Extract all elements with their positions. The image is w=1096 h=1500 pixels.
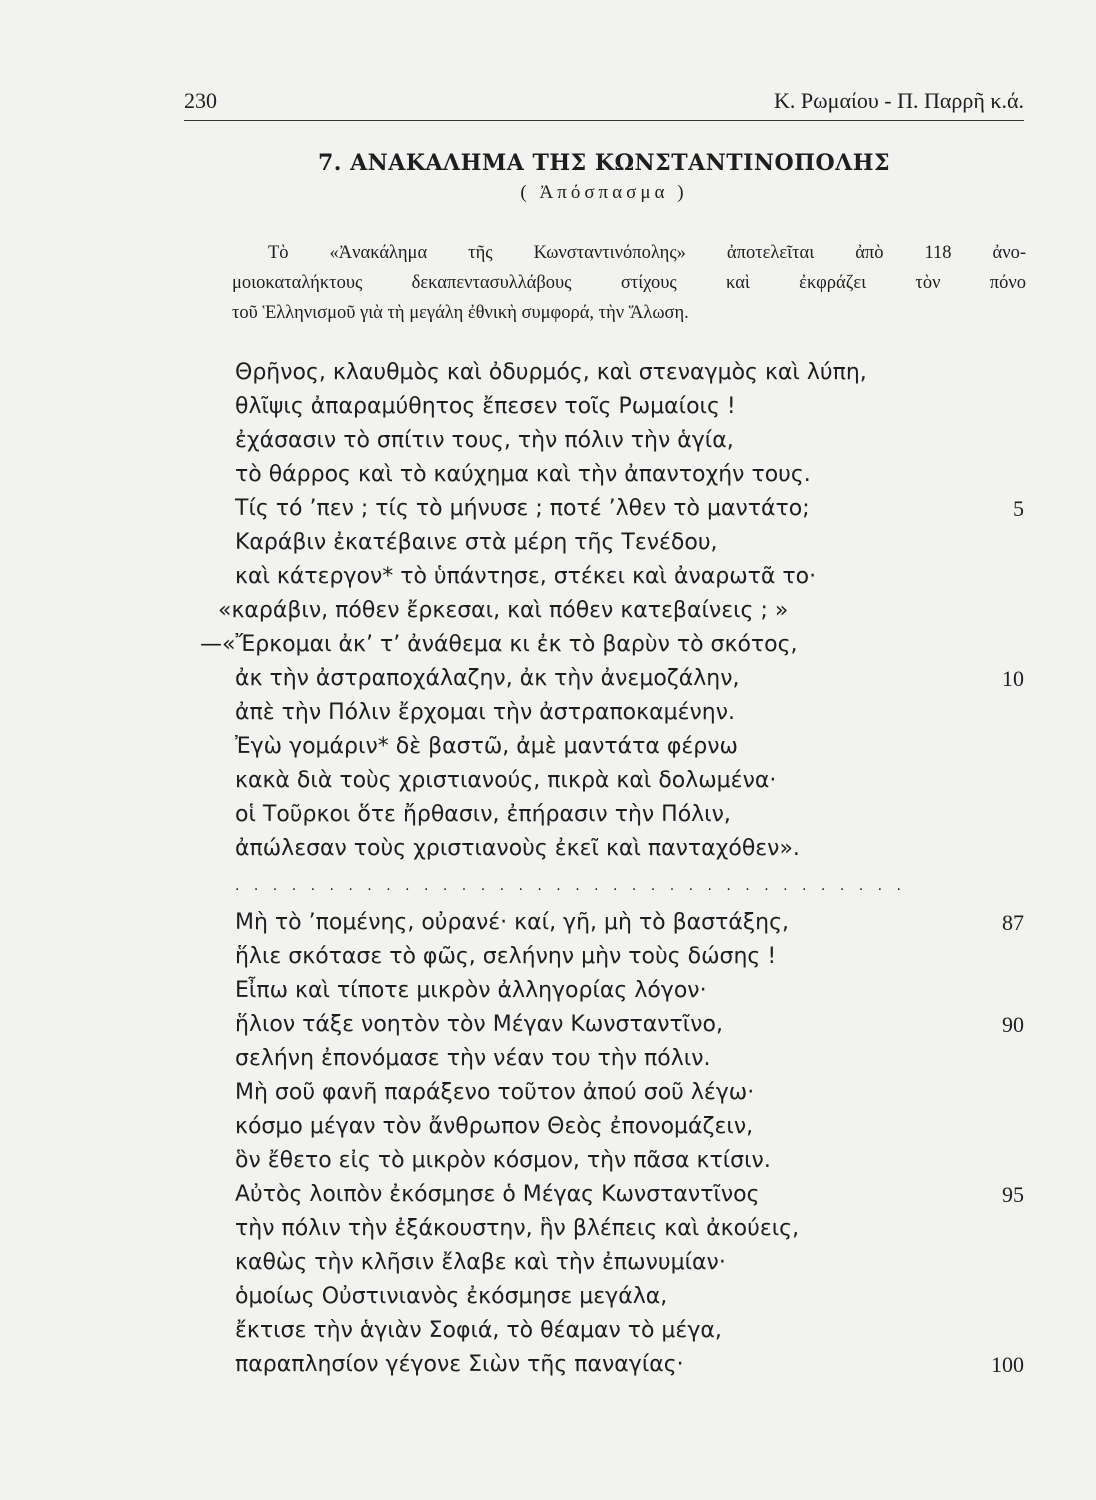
- poem-line: ἔκτισε τὴν ἁγιὰν Σοφιά, τὸ θέαμαν τὸ μέγα,: [235, 1318, 722, 1343]
- poem-line: Ἐγὼ γομάριν* δὲ βαστῶ, ἀμὲ μαντάτα φέρνω: [235, 734, 738, 759]
- running-header-authors: Κ. Ρωμαίου - Π. Παρρῆ κ.ά.: [774, 88, 1024, 113]
- poem-line: Εἶπω καὶ τίποτε μικρὸν ἀλληγορίας λόγον·: [235, 978, 707, 1003]
- poem-line: ἐχάσασιν τὸ σπίτιν τους, τὴν πόλιν τὴν ἁγία,: [235, 428, 734, 453]
- intro-paragraph: [232, 238, 1026, 328]
- poem-line: Αὐτὸς λοιπὸν ἐκόσμησε ὁ Μέγας Κωνσταντῖνος: [235, 1182, 760, 1207]
- poem-line: καὶ κάτεργον* τὸ ὑπάντησε, στέκει καὶ ἀναρωτᾶ το·: [235, 564, 817, 589]
- poem-line: ὁμοίως Οὐστινιανὸς ἐκόσμησε μεγάλα,: [235, 1284, 668, 1309]
- poem-line: παραπλησίον γέγονε Σιὼν τῆς παναγίας·: [235, 1352, 684, 1377]
- poem-line: καθὼς τὴν κλῆσιν ἔλαβε καὶ τὴν ἐπωνυμίαν·: [235, 1250, 726, 1275]
- poem-line: τὴν πόλιν τὴν ἐξάκουστην, ἣν βλέπεις καὶ ἀκούεις,: [235, 1216, 800, 1241]
- poem-line: οἱ Τοῦρκοι ὅτε ἤρθασιν, ἐπήρασιν τὴν Πόλιν,: [235, 802, 731, 827]
- poem-line: Καράβιν ἐκατέβαινε στὰ μέρη τῆς Τενέδου,: [235, 530, 718, 555]
- line-number: 87: [1002, 910, 1024, 935]
- poem-line: ἀκ τὴν ἀστραποχάλαζην, ἀκ τὴν ἀνεμοζάλην,: [235, 666, 740, 691]
- poem-line: ἀπὲ τὴν Πόλιν ἔρχομαι τὴν ἀστραποκαμένην.: [235, 700, 736, 725]
- poem-line: Μὴ τὸ ’πομένης, οὐρανέ· καί, γῆ, μὴ τὸ βαστάξης,: [235, 910, 789, 935]
- poem-line: κόσμο μέγαν τὸν ἄνθρωπον Θεὸς ἐπονομάζειν,: [235, 1114, 754, 1139]
- poem-line: «καράβιν, πόθεν ἔρκεσαι, καὶ πόθεν κατεβαίνεις ; »: [218, 598, 789, 623]
- poem-line: θλῖψις ἀπαραμύθητος ἔπεσεν τοῖς Ρωμαίοις !: [235, 394, 736, 419]
- poem-line: ὃν ἔθετο εἰς τὸ μικρὸν κόσμον, τὴν πᾶσα κτίσιν.: [235, 1148, 771, 1173]
- poem-line: ἥλιε σκότασε τὸ φῶς, σελήνην μὴν τοὺς δώσης !: [235, 944, 777, 969]
- omission-ellipsis: . . . . . . . . . . . . . . . . . . . . . . . . . . . . . . . . . . . .: [235, 878, 906, 894]
- line-number: 95: [1002, 1182, 1024, 1207]
- poem-line: σελήνη ἐπονόμασε τὴν νέαν του τὴν πόλιν.: [235, 1046, 711, 1071]
- poem-line: ἥλιον τάξε νοητὸν τὸν Μέγαν Κωνσταντῖνο,: [235, 1012, 723, 1037]
- intro-line: Τὸ «Ἀνακάλημα τῆς Κωνσταντινόπολης» ἀποτελεῖται ἀπὸ 118 ἀνο-: [268, 243, 1026, 263]
- section-title: 7. ΑΝΑΚΑΛΗΜΑ ΤΗΣ ΚΩΝΣΤΑΝΤΙΝΟΠΟΛΗΣ: [317, 150, 891, 176]
- page-number: 230: [184, 88, 217, 113]
- intro-line: τοῦ Ἑλληνισμοῦ γιὰ τὴ μεγάλη ἐθνικὴ συμφορά, τὴν Ἅλωση.: [232, 303, 689, 323]
- line-number: 90: [1002, 1012, 1024, 1037]
- section-subtitle: ( Ἀπόσπασμα ): [520, 182, 688, 203]
- poem-line: Μὴ σοῦ φανῆ παράξενο τοῦτον ἀπού σοῦ λέγω·: [235, 1080, 755, 1105]
- poem-line: —«Ἔρκομαι ἀκ’ τ’ ἀνάθεμα κι ἐκ τὸ βαρὺν τὸ σκότος,: [200, 632, 798, 657]
- line-number: 5: [1013, 496, 1024, 521]
- poem-line: κακὰ διὰ τοὺς χριστιανούς, πικρὰ καὶ δολωμένα·: [235, 768, 777, 793]
- line-number: 10: [1002, 666, 1024, 691]
- running-header: [184, 84, 1024, 121]
- poem-line: ἀπώλεσαν τοὺς χριστιανοὺς ἐκεῖ καὶ πανταχόθεν».: [235, 836, 800, 861]
- line-number: 100: [991, 1352, 1024, 1377]
- intro-line: μοιοκαταλήκτους δεκαπεντασυλλάβους στίχους καὶ ἐκφράζει τὸν πόνο: [232, 273, 1026, 293]
- poem-line: Θρῆνος, κλαυθμὸς καὶ ὀδυρμός, καὶ στεναγμὸς καὶ λύπη,: [235, 360, 867, 385]
- poem-line: τὸ θάρρος καὶ τὸ καύχημα καὶ τὴν ἀπαντοχήν τους.: [235, 462, 811, 487]
- poem-line: Τίς τό ’πεν ; τίς τὸ μήνυσε ; ποτέ ’λθεν τὸ μαντάτο;: [235, 496, 810, 521]
